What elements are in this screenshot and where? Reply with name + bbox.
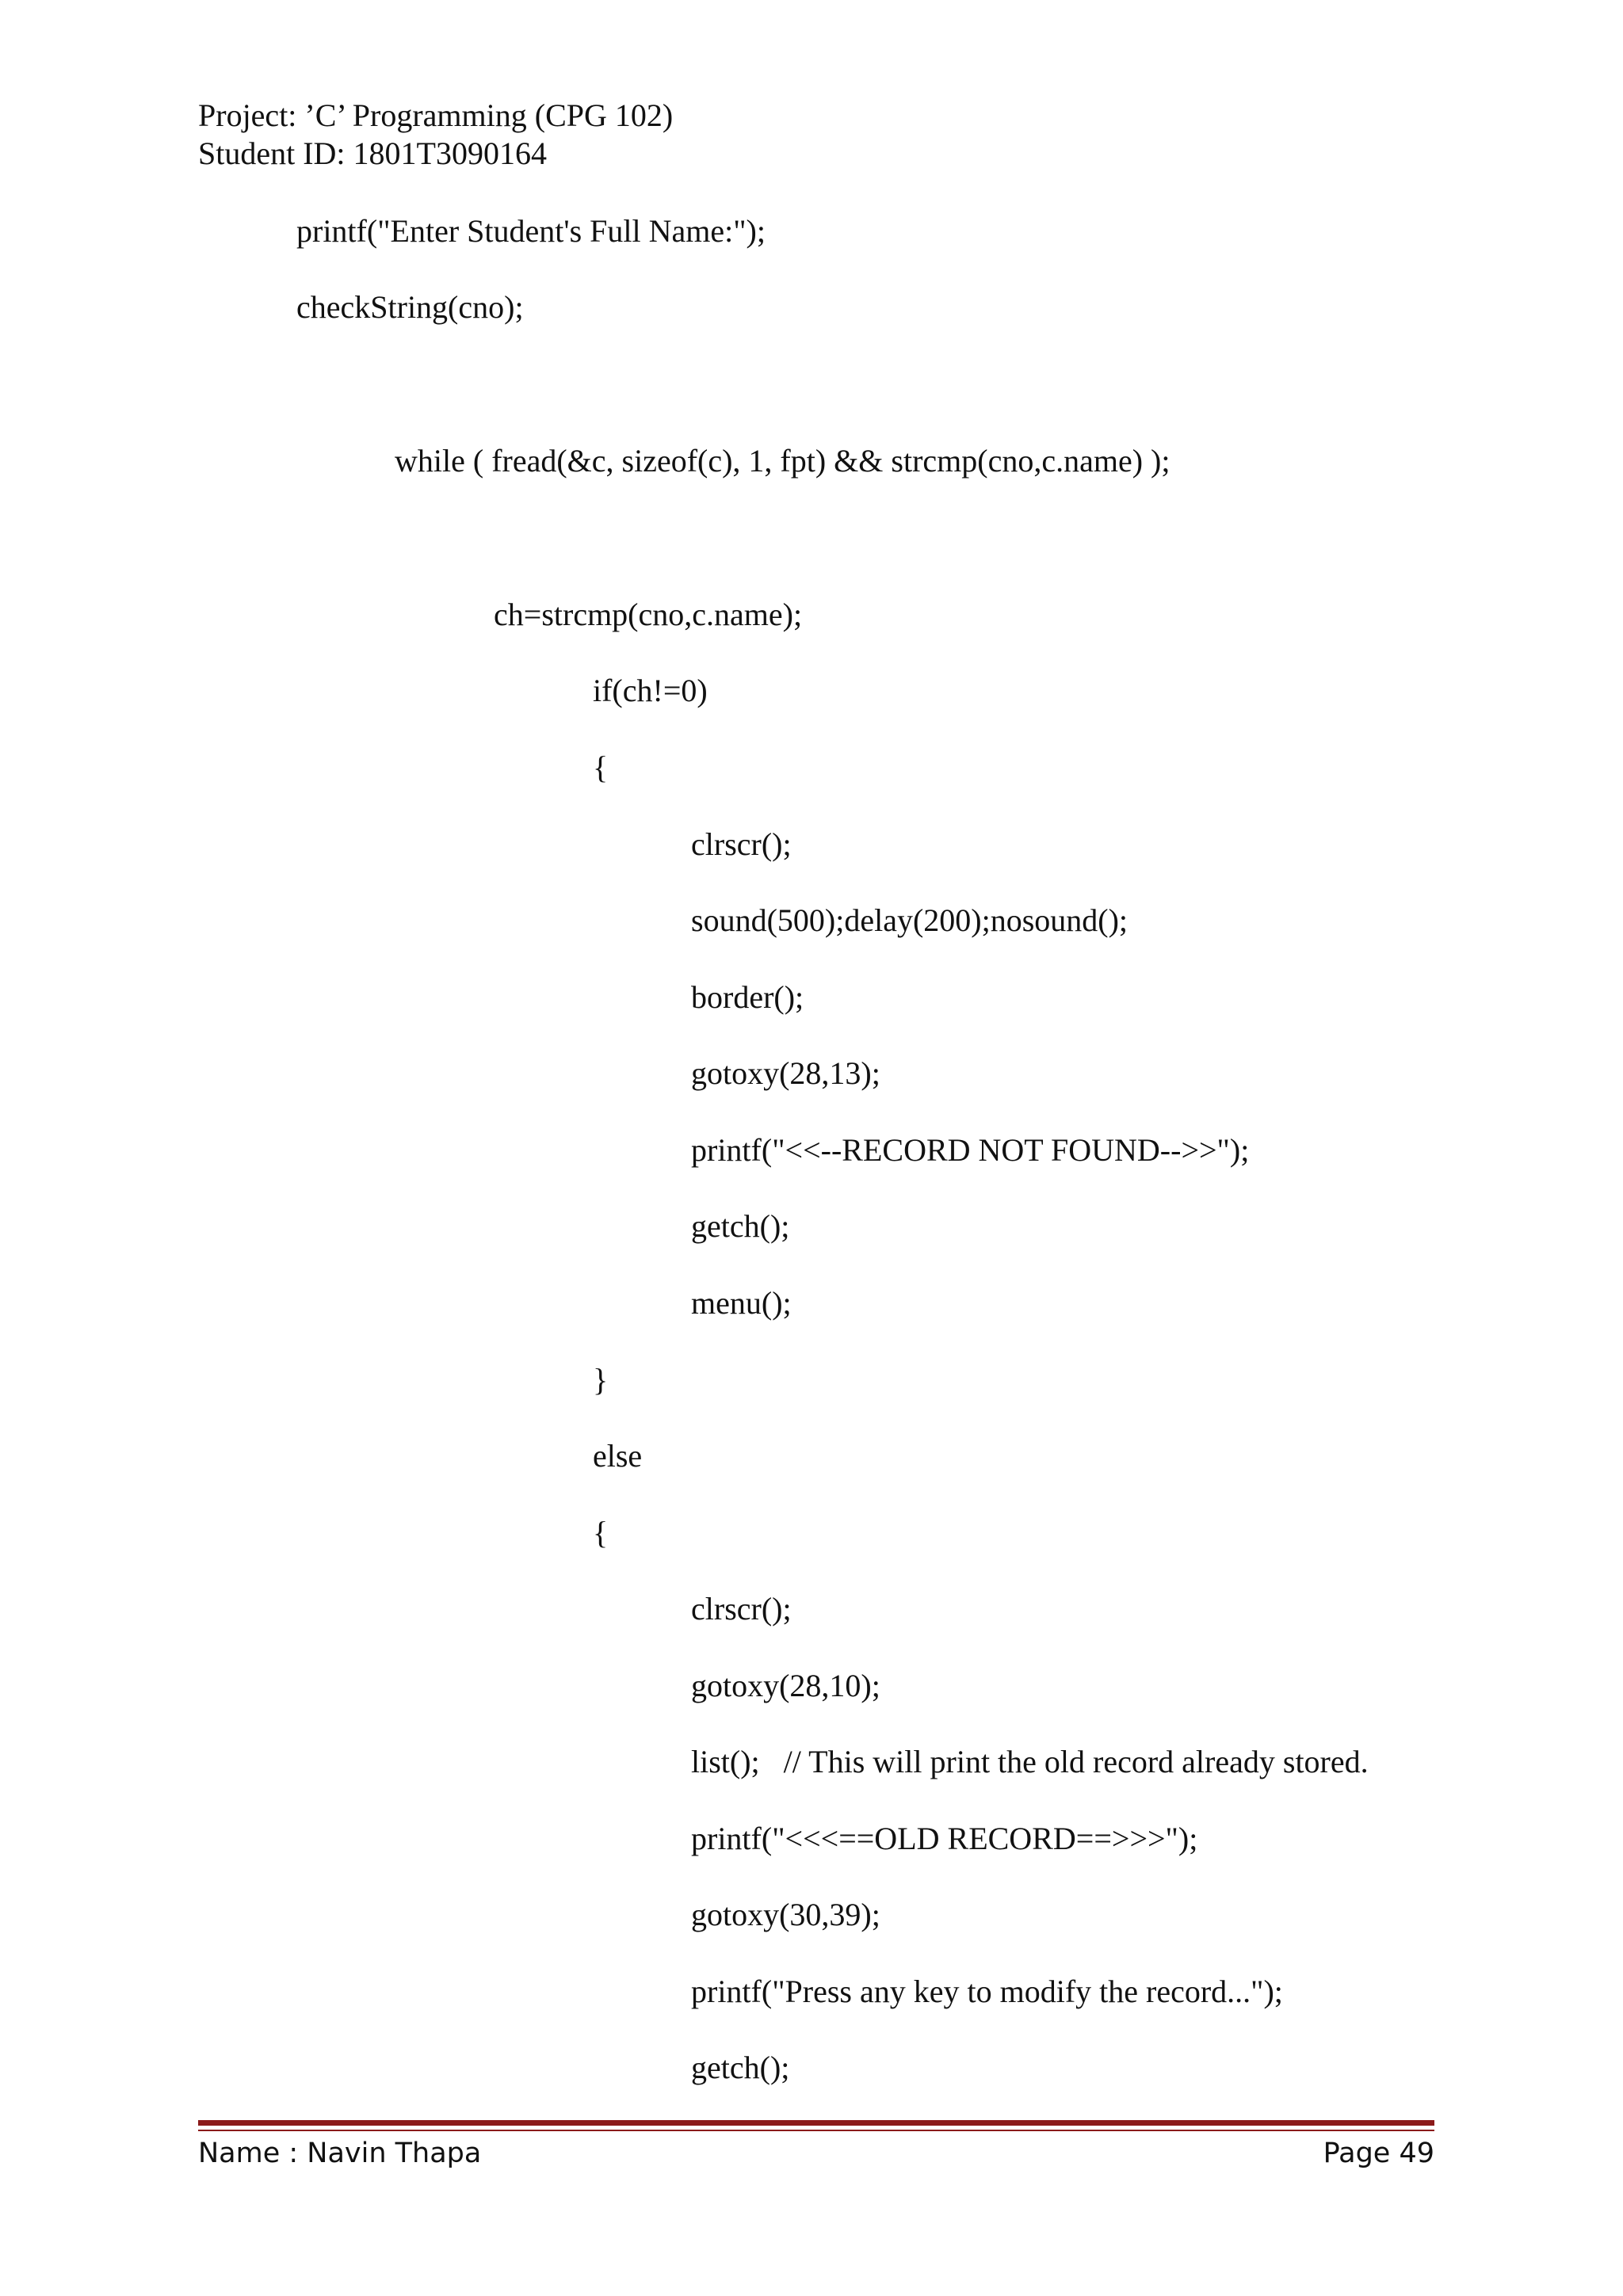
code-line: else (593, 1438, 643, 1474)
footer-rule-thin (198, 2130, 1434, 2131)
code-line: } (593, 1362, 609, 1398)
code-line: printf("<<--RECORD NOT FOUND-->>"); (691, 1132, 1250, 1168)
code-line: clrscr(); (691, 1591, 792, 1627)
code-line: sound(500);delay(200);nosound(); (691, 902, 1128, 938)
code-line: menu(); (691, 1285, 792, 1321)
project-title: Project: ’C’ Programming (CPG 102) (198, 97, 674, 133)
page-header (198, 97, 673, 173)
code-line: { (593, 749, 609, 785)
code-line: printf("Press any key to modify the record..."); (691, 1974, 1283, 2009)
code-line: list(); // This will print the old record already stored. (691, 1744, 1369, 1779)
footer-author-name: Name : Navin Thapa (198, 2138, 482, 2169)
code-line: gotoxy(30,39); (691, 1897, 880, 1932)
footer-page-number: Page 49 (1323, 2138, 1434, 2169)
code-line: gotoxy(28,10); (691, 1668, 880, 1703)
code-line: border(); (691, 979, 804, 1015)
code-line: if(ch!=0) (593, 673, 708, 708)
student-id: Student ID: 1801T3090164 (198, 135, 547, 171)
code-line: getch(); (691, 2050, 790, 2085)
code-line: printf("<<<==OLD RECORD==>>>"); (691, 1821, 1198, 1856)
code-line: checkString(cno); (296, 289, 524, 325)
code-line: while ( fread(&c, sizeof(c), 1, fpt) && strcmp(cno,c.name) ); (395, 443, 1170, 479)
code-line: printf("Enter Student's Full Name:"); (296, 213, 766, 249)
footer-rule-thick (198, 2120, 1434, 2126)
code-line: clrscr(); (691, 826, 792, 862)
code-line: ch=strcmp(cno,c.name); (494, 597, 803, 632)
code-line: { (593, 1515, 609, 1550)
code-line: gotoxy(28,13); (691, 1055, 880, 1091)
code-line: getch(); (691, 1208, 790, 1244)
